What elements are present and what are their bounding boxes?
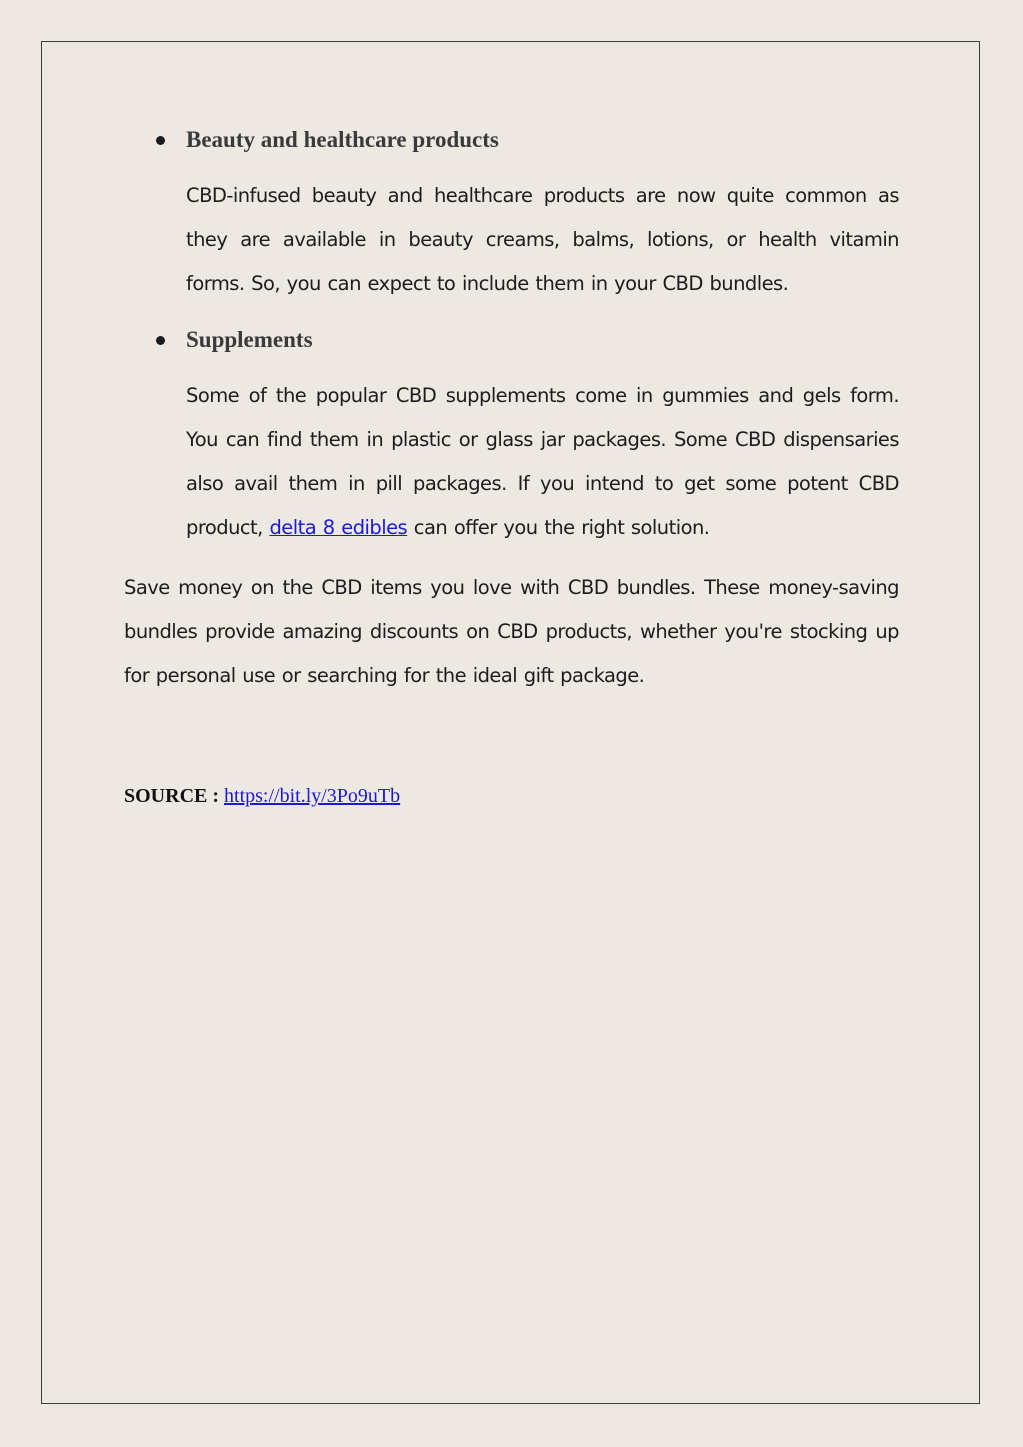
bullet-icon (156, 136, 165, 145)
section-heading: Beauty and healthcare products (186, 127, 499, 152)
delta-8-edibles-link[interactable]: delta 8 edibles (269, 516, 408, 539)
paragraph-text: Some of the popular CBD supplements come in gummies and gels form. You can find them in plastic or glass jar packages. Some CBD dispensaries also avail them in pill packages. If you intend to get some potent CBD product, (186, 384, 899, 539)
bullet-icon (156, 336, 165, 345)
source-line (124, 784, 899, 808)
section-paragraph: CBD-infused beauty and healthcare products are now quite common as they are available in beauty creams, balms, lotions, or health vitamin forms. So, you can expect to include them in your CBD bundles. (186, 184, 899, 295)
closing-paragraph: Save money on the CBD items you love with CBD bundles. These money-saving bundles provide amazing discounts on CBD products, whether you're stocking up for personal use or searching for the ideal gift package. (124, 576, 899, 687)
section-heading: Supplements (186, 327, 313, 352)
list-item-supplements (124, 322, 899, 550)
section-paragraph (186, 374, 899, 550)
source-link[interactable]: https://bit.ly/3Po9uTb (224, 785, 401, 807)
document-content (124, 122, 899, 808)
source-label: SOURCE : (124, 785, 225, 807)
list-item-beauty (124, 122, 899, 306)
paragraph-text: can offer you the right solution. (407, 516, 710, 539)
